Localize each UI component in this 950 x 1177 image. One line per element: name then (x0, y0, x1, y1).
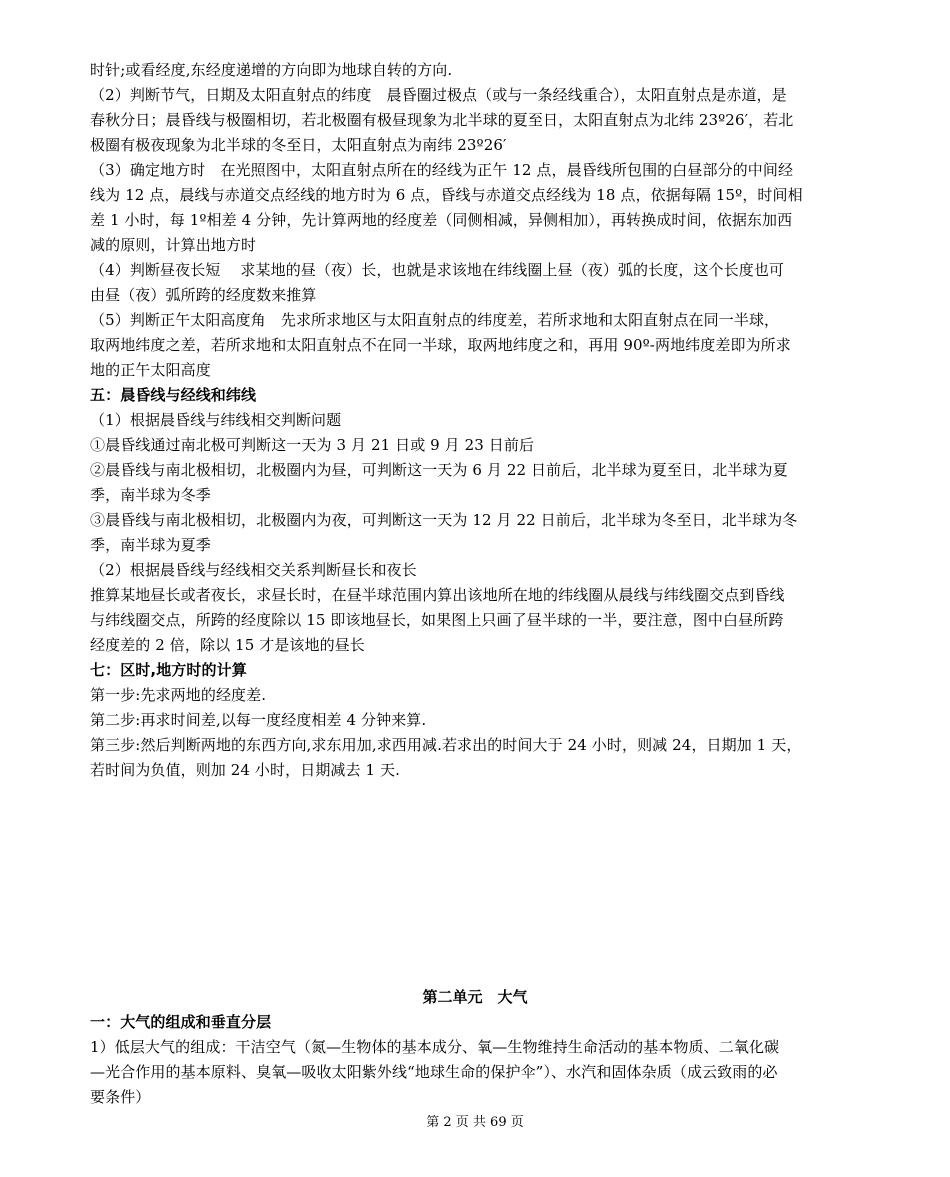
paragraph-line: 减的原则，计算出地方时 (90, 236, 257, 254)
paragraph-line: 经度差的 2 倍，除以 15 才是该地的昼长 (90, 636, 365, 654)
page-number-footer: 第 2 页 共 69 页 (426, 1115, 524, 1130)
paragraph-line: 第一步:先求两地的经度差. (90, 686, 267, 704)
paragraph-line: 季，南半球为冬季 (90, 486, 211, 504)
section-atmosphere (90, 1010, 865, 1110)
paragraph-line: ②晨昏线与南北极相切，北极圈内为昼，可判断这一天为 6 月 22 日前后，北半球为夏至日，北半球为夏 (90, 461, 788, 479)
section-heading: 五：晨昏线与经线和纬线 (90, 386, 257, 404)
paragraph-line: 差 1 小时，每 1º相差 4 分钟，先计算两地的经度差（同侧相减，异侧相加），再转换成时间，依据东加西 (90, 211, 793, 229)
paragraph-line: 第三步:然后判断两地的东西方向,求东用加,求西用减.若求出的时间大于 24 小时，则减 24，日期加 1 天， (90, 736, 802, 754)
paragraph-line: 若时间为负值，则加 24 小时，日期减去 1 天. (90, 761, 400, 779)
paragraph-line: 要条件） (90, 1088, 151, 1106)
paragraph-line: （4）判断昼夜长短 求某地的昼（夜）长，也就是求该地在纬线圈上昼（夜）弧的长度，这个长度也可 (90, 261, 785, 279)
paragraph-line: 第二步:再求时间差,以每一度经度相差 4 分钟来算. (90, 711, 427, 729)
paragraph-line: 春秋分日；晨昏线与极圈相切，若北极圈有极昼现象为北半球的夏至日，太阳直射点为北纬 23º26′，若北 (90, 111, 794, 129)
paragraph-line: （1）根据晨昏线与纬线相交判断问题 (90, 411, 342, 429)
paragraph-line: （2）判断节气，日期及太阳直射点的纬度 晨昏圈过极点（或与一条经线重合），太阳直射点是赤道，是 (90, 86, 787, 104)
section-heading: 七：区时,地方时的计算 (90, 661, 247, 679)
paragraph-line: 与纬线圈交点，所跨的经度除以 15 即该地昼长，如果图上只画了昼半球的一半，要注意，图中白昼所跨 (90, 611, 784, 629)
paragraph-line: 推算某地昼长或者夜长，求昼长时，在昼半球范围内算出该地所在地的纬线圈从晨线与纬线圈交点到昏线 (90, 586, 785, 604)
paragraph-line: ③晨昏线与南北极相切，北极圈内为夜，可判断这一天为 12 月 22 日前后，北半球为冬至日，北半球为冬 (90, 511, 798, 529)
unit-title: 第二单元 大气 (422, 988, 528, 1006)
document-body (90, 58, 865, 783)
paragraph-line: 时针;或看经度,东经度递增的方向即为地球自转的方向. (90, 61, 453, 79)
section-terminator-lines (90, 383, 865, 658)
paragraph-line: —光合作用的基本原料、臭氧—吸收太阳紫外线“地球生命的保护伞”）、水汽和固体杂质（成云致雨的必 (90, 1063, 778, 1081)
paragraph-line: 1）低层大气的组成：干洁空气（氮—生物体的基本成分、氧—生物维持生命活动的基本物质、二氧化碳 (90, 1038, 780, 1056)
paragraph-line: 线为 12 点，晨线与赤道交点经线的地方时为 6 点，昏线与赤道交点经线为 18 点，依据每隔 15º，时间相 (90, 186, 803, 204)
paragraph-line: 地的正午太阳高度 (90, 361, 211, 379)
paragraph-line: 季，南半球为夏季 (90, 536, 211, 554)
paragraph-line: 取两地纬度之差，若所求地和太阳直射点不在同一半球，取两地纬度之和，再用 90º-两地纬度差即为所求 (90, 336, 791, 354)
paragraph-line: 极圈有极夜现象为北半球的冬至日，太阳直射点为南纬 23º26′ (90, 136, 507, 154)
paragraph-line: （2）根据晨昏线与经线相交关系判断昼长和夜长 (90, 561, 417, 579)
section-heading: 一：大气的组成和垂直分层 (90, 1013, 272, 1031)
paragraph-line: （3）确定地方时 在光照图中，太阳直射点所在的经线为正午 12 点，晨昏线所包围的白昼部分的中间经 (90, 161, 794, 179)
paragraph-line: （5）判断正午太阳高度角 先求所求地区与太阳直射点的纬度差，若所求地和太阳直射点在同一半球， (90, 311, 780, 329)
section-earth-rotation-continued (90, 58, 865, 383)
paragraph-line: ①晨昏线通过南北极可判断这一天为 3 月 21 日或 9 月 23 日前后 (90, 436, 535, 454)
section-time-calculation (90, 658, 865, 783)
paragraph-line: 由昼（夜）弧所跨的经度数来推算 (90, 286, 317, 304)
